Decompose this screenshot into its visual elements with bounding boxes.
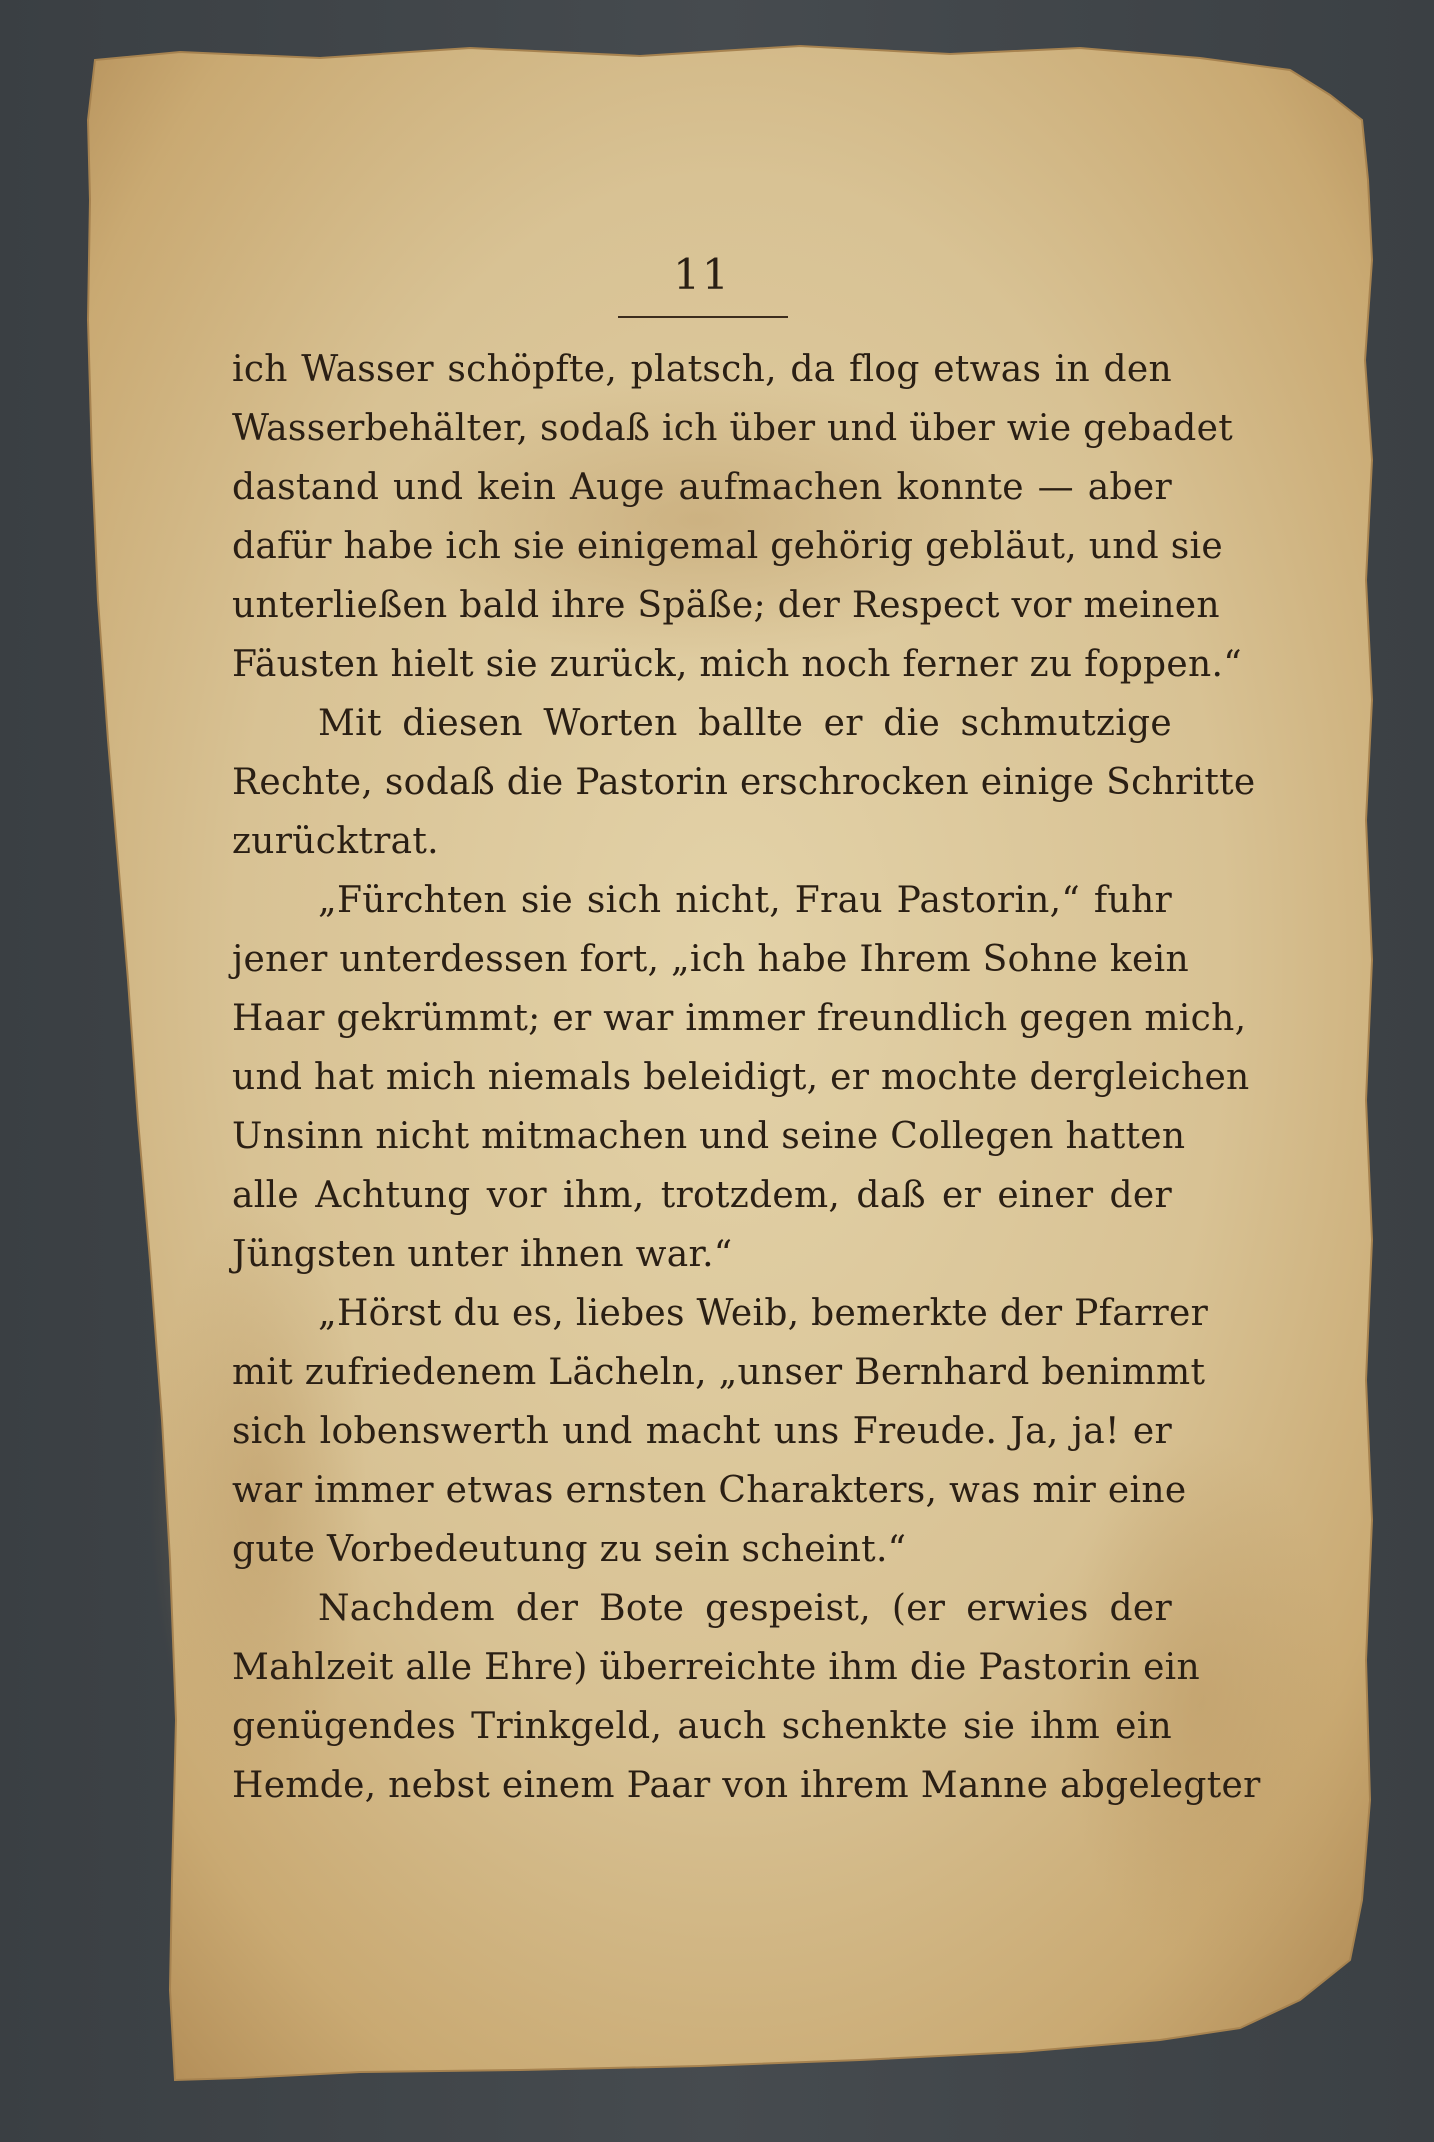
text-line: Haar gekrümmt; er war immer freundlich gegen mich, bbox=[232, 998, 1247, 1039]
text-line: jener unterdessen fort, „ich habe Ihrem Sohne kein bbox=[232, 939, 1189, 980]
text-line: und hat mich niemals beleidigt, er mochte dergleichen bbox=[232, 1057, 1250, 1098]
text-line: Mit diesen Worten ballte er die schmutzige bbox=[318, 703, 1172, 744]
text-line: ich Wasser schöpfte, platsch, da flog etwas in den bbox=[232, 349, 1172, 390]
text-line: Rechte, sodaß die Pastorin erschrocken einige Schritte bbox=[232, 762, 1256, 803]
text-line: Nachdem der Bote gespeist, (er erwies der bbox=[318, 1588, 1172, 1629]
text-line: Hemde, nebst einem Paar von ihrem Manne abgelegter bbox=[232, 1765, 1261, 1806]
page-number-rule bbox=[618, 316, 788, 318]
book-page bbox=[232, 232, 1261, 1852]
text-line: Wasserbehälter, sodaß ich über und über wie gebadet bbox=[232, 408, 1233, 449]
text-line: zurücktrat. bbox=[232, 821, 439, 862]
text-line: „Fürchten sie sich nicht, Frau Pastorin,“ fuhr bbox=[318, 880, 1172, 921]
page-number: 11 bbox=[673, 250, 731, 299]
text-line: sich lobenswerth und macht uns Freude. Ja, ja! er bbox=[232, 1411, 1172, 1452]
text-line: war immer etwas ernsten Charakters, was mir eine bbox=[232, 1470, 1187, 1511]
text-line: dafür habe ich sie einigemal gehörig gebläut, und sie bbox=[232, 526, 1223, 567]
text-line: Unsinn nicht mitmachen und seine Collegen hatten bbox=[232, 1116, 1186, 1157]
text-line: dastand und kein Auge aufmachen konnte — aber bbox=[232, 467, 1172, 508]
body-text bbox=[232, 340, 1261, 1815]
text-line: Fäusten hielt sie zurück, mich noch ferner zu foppen.“ bbox=[232, 644, 1242, 685]
text-line: unterließen bald ihre Späße; der Respect vor meinen bbox=[232, 585, 1220, 626]
text-line: Mahlzeit alle Ehre) überreichte ihm die Pastorin ein bbox=[232, 1647, 1200, 1688]
text-line: „Hörst du es, liebes Weib, bemerkte der Pfarrer bbox=[318, 1293, 1209, 1334]
text-line: Jüngsten unter ihnen war.“ bbox=[232, 1234, 733, 1275]
text-line: mit zufriedenem Lächeln, „unser Bernhard benimmt bbox=[232, 1352, 1206, 1393]
text-line: genügendes Trinkgeld, auch schenkte sie ihm ein bbox=[232, 1706, 1172, 1747]
text-line: gute Vorbedeutung zu sein scheint.“ bbox=[232, 1529, 907, 1570]
text-line: alle Achtung vor ihm, trotzdem, daß er einer der bbox=[232, 1175, 1172, 1216]
